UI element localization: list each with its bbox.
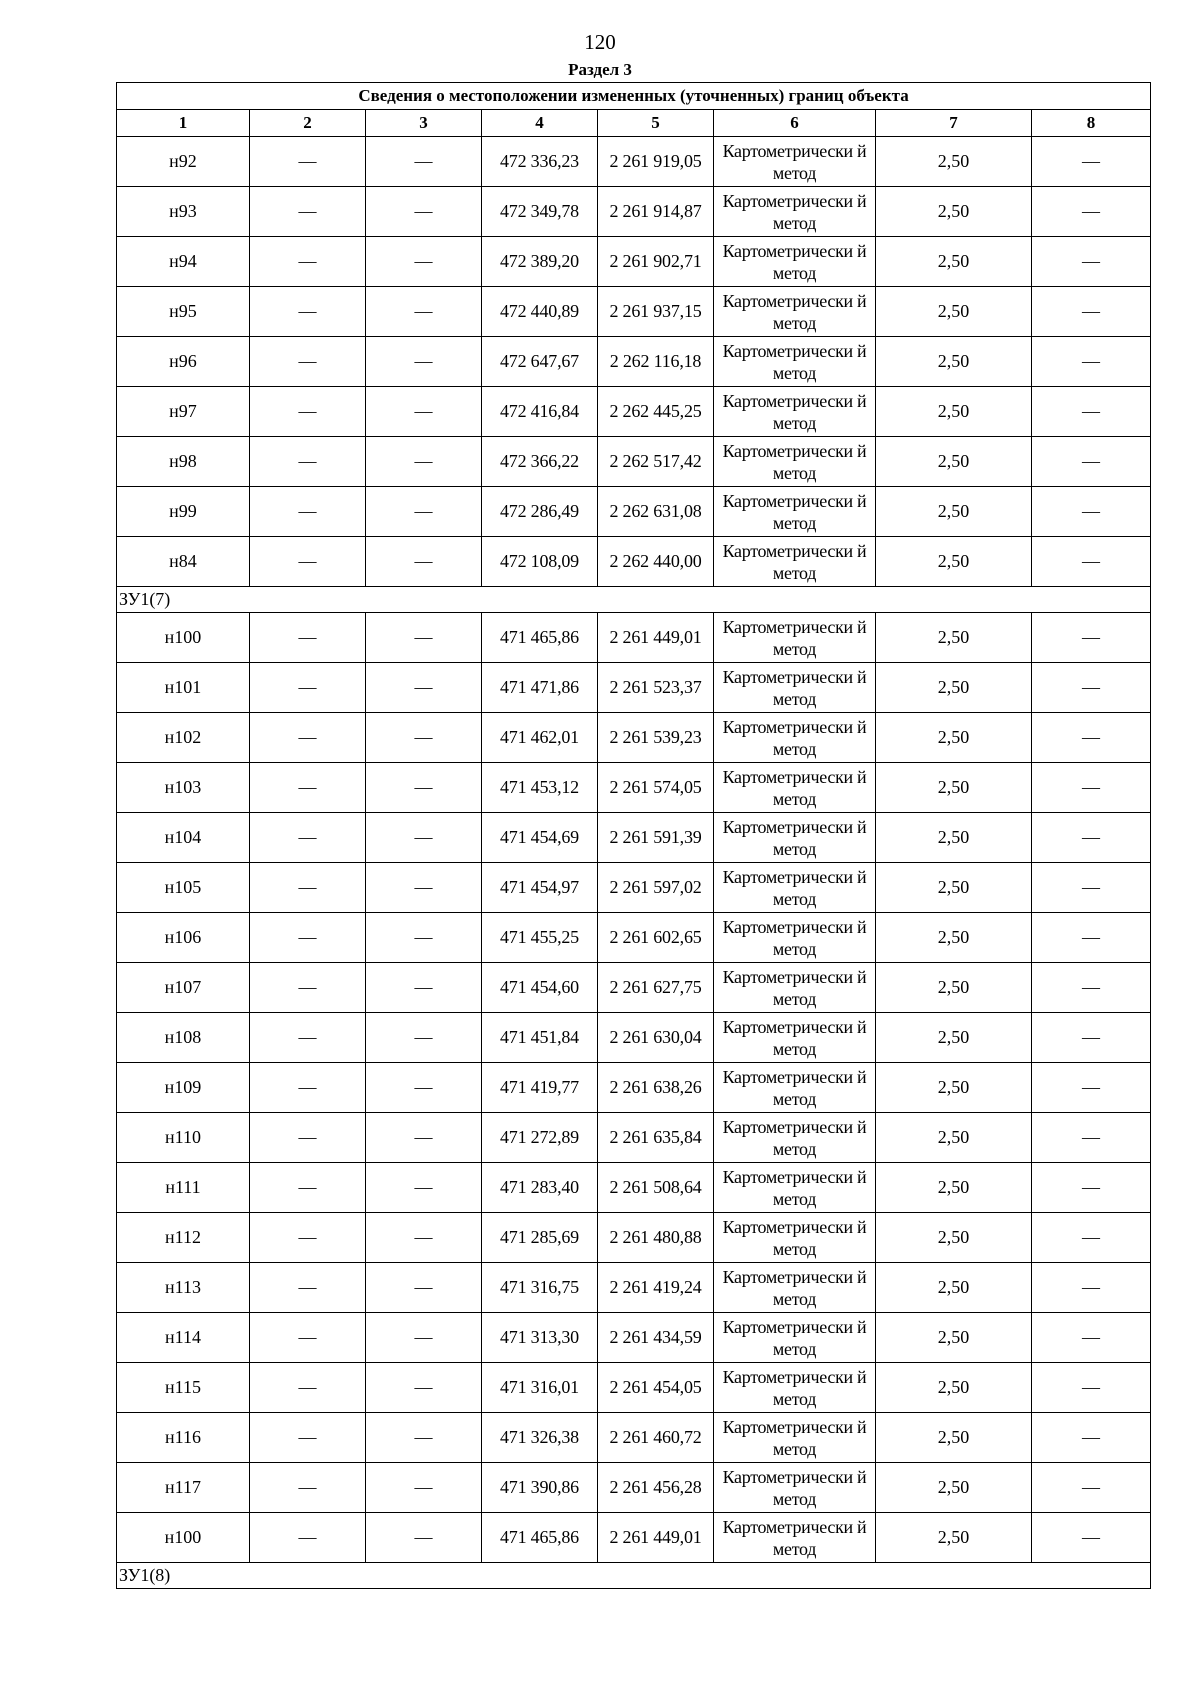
accuracy-cell: 2,50 [876, 963, 1032, 1013]
empty-dash-cell: — [366, 187, 482, 237]
y-coordinate-cell: 2 261 523,37 [598, 663, 714, 713]
empty-dash-cell: — [250, 287, 366, 337]
empty-dash-cell: — [366, 487, 482, 537]
empty-dash-cell: — [250, 1313, 366, 1363]
method-cell: Картометрически й метод [714, 1263, 876, 1313]
empty-dash-cell: — [366, 537, 482, 587]
accuracy-cell: 2,50 [876, 1463, 1032, 1513]
method-cell: Картометрически й метод [714, 863, 876, 913]
x-coordinate-cell: 471 283,40 [482, 1163, 598, 1213]
point-id-cell: н93 [117, 187, 250, 237]
empty-dash-cell: — [1032, 1163, 1151, 1213]
point-id-cell: н95 [117, 287, 250, 337]
empty-dash-cell: — [250, 537, 366, 587]
point-id-cell: н103 [117, 763, 250, 813]
table-row [117, 863, 1151, 913]
method-cell: Картометрически й метод [714, 237, 876, 287]
empty-dash-cell: — [1032, 137, 1151, 187]
y-coordinate-cell: 2 261 591,39 [598, 813, 714, 863]
table-row [117, 813, 1151, 863]
empty-dash-cell: — [1032, 337, 1151, 387]
y-coordinate-cell: 2 261 539,23 [598, 713, 714, 763]
accuracy-cell: 2,50 [876, 187, 1032, 237]
column-number-row [117, 110, 1151, 137]
group-label-row [117, 1563, 1151, 1589]
x-coordinate-cell: 471 316,01 [482, 1363, 598, 1413]
empty-dash-cell: — [1032, 187, 1151, 237]
point-id-cell: н115 [117, 1363, 250, 1413]
table-row [117, 1013, 1151, 1063]
y-coordinate-cell: 2 262 631,08 [598, 487, 714, 537]
method-cell: Картометрически й метод [714, 287, 876, 337]
x-coordinate-cell: 471 326,38 [482, 1413, 598, 1463]
method-cell: Картометрически й метод [714, 1113, 876, 1163]
method-cell: Картометрически й метод [714, 1013, 876, 1063]
empty-dash-cell: — [250, 187, 366, 237]
y-coordinate-cell: 2 261 627,75 [598, 963, 714, 1013]
y-coordinate-cell: 2 261 574,05 [598, 763, 714, 813]
x-coordinate-cell: 471 465,86 [482, 1513, 598, 1563]
point-id-cell: н94 [117, 237, 250, 287]
empty-dash-cell: — [366, 1063, 482, 1113]
table-row [117, 187, 1151, 237]
x-coordinate-cell: 471 465,86 [482, 613, 598, 663]
empty-dash-cell: — [366, 1363, 482, 1413]
accuracy-cell: 2,50 [876, 537, 1032, 587]
y-coordinate-cell: 2 261 449,01 [598, 613, 714, 663]
section-title: Раздел 3 [568, 60, 632, 79]
point-id-cell: н97 [117, 387, 250, 437]
y-coordinate-cell: 2 261 638,26 [598, 1063, 714, 1113]
empty-dash-cell: — [366, 613, 482, 663]
method-cell: Картометрически й метод [714, 1513, 876, 1563]
table-row [117, 1313, 1151, 1363]
table-row [117, 1263, 1151, 1313]
table-title-row [117, 83, 1151, 110]
accuracy-cell: 2,50 [876, 1163, 1032, 1213]
table-row [117, 1463, 1151, 1513]
empty-dash-cell: — [250, 1513, 366, 1563]
y-coordinate-cell: 2 262 440,00 [598, 537, 714, 587]
empty-dash-cell: — [366, 387, 482, 437]
table-row [117, 1163, 1151, 1213]
point-id-cell: н96 [117, 337, 250, 387]
y-coordinate-cell: 2 261 914,87 [598, 187, 714, 237]
table-row [117, 137, 1151, 187]
table-row [117, 1363, 1151, 1413]
empty-dash-cell: — [1032, 613, 1151, 663]
y-coordinate-cell: 2 262 445,25 [598, 387, 714, 437]
empty-dash-cell: — [366, 763, 482, 813]
method-cell: Картометрически й метод [714, 913, 876, 963]
empty-dash-cell: — [1032, 1313, 1151, 1363]
empty-dash-cell: — [250, 137, 366, 187]
accuracy-cell: 2,50 [876, 813, 1032, 863]
method-cell: Картометрически й метод [714, 387, 876, 437]
x-coordinate-cell: 471 462,01 [482, 713, 598, 763]
group-label: ЗУ1(8) [117, 1563, 1151, 1589]
empty-dash-cell: — [1032, 763, 1151, 813]
empty-dash-cell: — [250, 1413, 366, 1463]
empty-dash-cell: — [1032, 1213, 1151, 1263]
x-coordinate-cell: 472 389,20 [482, 237, 598, 287]
x-coordinate-cell: 471 451,84 [482, 1013, 598, 1063]
point-id-cell: н101 [117, 663, 250, 713]
x-coordinate-cell: 471 455,25 [482, 913, 598, 963]
empty-dash-cell: — [1032, 1263, 1151, 1313]
x-coordinate-cell: 471 419,77 [482, 1063, 598, 1113]
y-coordinate-cell: 2 262 116,18 [598, 337, 714, 387]
point-id-cell: н106 [117, 913, 250, 963]
accuracy-cell: 2,50 [876, 337, 1032, 387]
point-id-cell: н99 [117, 487, 250, 537]
empty-dash-cell: — [366, 663, 482, 713]
column-number: 1 [117, 110, 250, 137]
point-id-cell: н113 [117, 1263, 250, 1313]
empty-dash-cell: — [366, 813, 482, 863]
x-coordinate-cell: 471 454,60 [482, 963, 598, 1013]
point-id-cell: н107 [117, 963, 250, 1013]
column-number: 3 [366, 110, 482, 137]
method-cell: Картометрически й метод [714, 1163, 876, 1213]
empty-dash-cell: — [1032, 387, 1151, 437]
table-row [117, 437, 1151, 487]
accuracy-cell: 2,50 [876, 913, 1032, 963]
page-number: 120 [584, 30, 616, 54]
method-cell: Картометрически й метод [714, 1063, 876, 1113]
method-cell: Картометрически й метод [714, 137, 876, 187]
y-coordinate-cell: 2 262 517,42 [598, 437, 714, 487]
method-cell: Картометрически й метод [714, 963, 876, 1013]
y-coordinate-cell: 2 261 460,72 [598, 1413, 714, 1463]
x-coordinate-cell: 472 366,22 [482, 437, 598, 487]
column-number: 4 [482, 110, 598, 137]
point-id-cell: н92 [117, 137, 250, 187]
empty-dash-cell: — [250, 813, 366, 863]
point-id-cell: н110 [117, 1113, 250, 1163]
point-id-cell: н102 [117, 713, 250, 763]
point-id-cell: н111 [117, 1163, 250, 1213]
empty-dash-cell: — [366, 287, 482, 337]
empty-dash-cell: — [250, 713, 366, 763]
empty-dash-cell: — [1032, 537, 1151, 587]
point-id-cell: н112 [117, 1213, 250, 1263]
accuracy-cell: 2,50 [876, 613, 1032, 663]
x-coordinate-cell: 471 454,69 [482, 813, 598, 863]
accuracy-cell: 2,50 [876, 1413, 1032, 1463]
x-coordinate-cell: 472 108,09 [482, 537, 598, 587]
group-label: ЗУ1(7) [117, 587, 1151, 613]
empty-dash-cell: — [1032, 1513, 1151, 1563]
column-number: 5 [598, 110, 714, 137]
y-coordinate-cell: 2 261 937,15 [598, 287, 714, 337]
method-cell: Картометрически й метод [714, 763, 876, 813]
empty-dash-cell: — [250, 337, 366, 387]
empty-dash-cell: — [366, 1263, 482, 1313]
accuracy-cell: 2,50 [876, 387, 1032, 437]
empty-dash-cell: — [366, 437, 482, 487]
point-id-cell: н104 [117, 813, 250, 863]
empty-dash-cell: — [366, 1313, 482, 1363]
y-coordinate-cell: 2 261 434,59 [598, 1313, 714, 1363]
accuracy-cell: 2,50 [876, 137, 1032, 187]
method-cell: Картометрически й метод [714, 613, 876, 663]
empty-dash-cell: — [250, 763, 366, 813]
accuracy-cell: 2,50 [876, 1063, 1032, 1113]
empty-dash-cell: — [250, 1013, 366, 1063]
accuracy-cell: 2,50 [876, 1013, 1032, 1063]
point-id-cell: н100 [117, 1513, 250, 1563]
empty-dash-cell: — [366, 337, 482, 387]
empty-dash-cell: — [1032, 1063, 1151, 1113]
x-coordinate-cell: 471 471,86 [482, 663, 598, 713]
method-cell: Картометрически й метод [714, 487, 876, 537]
empty-dash-cell: — [1032, 1113, 1151, 1163]
table-body [117, 83, 1151, 1589]
empty-dash-cell: — [1032, 287, 1151, 337]
boundary-coordinates-table [116, 82, 1151, 1589]
x-coordinate-cell: 471 453,12 [482, 763, 598, 813]
table-row [117, 663, 1151, 713]
accuracy-cell: 2,50 [876, 1363, 1032, 1413]
table-row [117, 713, 1151, 763]
table-row [117, 537, 1151, 587]
table-row [117, 387, 1151, 437]
empty-dash-cell: — [366, 1463, 482, 1513]
empty-dash-cell: — [1032, 1363, 1151, 1413]
empty-dash-cell: — [250, 663, 366, 713]
empty-dash-cell: — [366, 713, 482, 763]
empty-dash-cell: — [1032, 1413, 1151, 1463]
accuracy-cell: 2,50 [876, 237, 1032, 287]
empty-dash-cell: — [1032, 913, 1151, 963]
method-cell: Картометрически й метод [714, 1363, 876, 1413]
empty-dash-cell: — [1032, 813, 1151, 863]
column-number: 2 [250, 110, 366, 137]
method-cell: Картометрически й метод [714, 1313, 876, 1363]
accuracy-cell: 2,50 [876, 487, 1032, 537]
method-cell: Картометрически й метод [714, 537, 876, 587]
empty-dash-cell: — [250, 1063, 366, 1113]
accuracy-cell: 2,50 [876, 663, 1032, 713]
empty-dash-cell: — [250, 1113, 366, 1163]
y-coordinate-cell: 2 261 635,84 [598, 1113, 714, 1163]
method-cell: Картометрически й метод [714, 187, 876, 237]
empty-dash-cell: — [366, 1413, 482, 1463]
point-id-cell: н108 [117, 1013, 250, 1063]
accuracy-cell: 2,50 [876, 1263, 1032, 1313]
empty-dash-cell: — [366, 913, 482, 963]
x-coordinate-cell: 472 440,89 [482, 287, 598, 337]
x-coordinate-cell: 472 647,67 [482, 337, 598, 387]
table-row [117, 613, 1151, 663]
x-coordinate-cell: 472 336,23 [482, 137, 598, 187]
empty-dash-cell: — [250, 1363, 366, 1413]
table-row [117, 1413, 1151, 1463]
point-id-cell: н98 [117, 437, 250, 487]
empty-dash-cell: — [366, 1513, 482, 1563]
y-coordinate-cell: 2 261 508,64 [598, 1163, 714, 1213]
method-cell: Картометрически й метод [714, 663, 876, 713]
empty-dash-cell: — [250, 1463, 366, 1513]
empty-dash-cell: — [1032, 963, 1151, 1013]
empty-dash-cell: — [1032, 437, 1151, 487]
table-row [117, 287, 1151, 337]
table-row [117, 963, 1151, 1013]
empty-dash-cell: — [250, 487, 366, 537]
y-coordinate-cell: 2 261 454,05 [598, 1363, 714, 1413]
group-label-row [117, 587, 1151, 613]
empty-dash-cell: — [1032, 487, 1151, 537]
table-row [117, 1213, 1151, 1263]
x-coordinate-cell: 472 349,78 [482, 187, 598, 237]
accuracy-cell: 2,50 [876, 763, 1032, 813]
empty-dash-cell: — [366, 863, 482, 913]
method-cell: Картометрически й метод [714, 1413, 876, 1463]
point-id-cell: н114 [117, 1313, 250, 1363]
y-coordinate-cell: 2 261 597,02 [598, 863, 714, 913]
point-id-cell: н117 [117, 1463, 250, 1513]
empty-dash-cell: — [250, 613, 366, 663]
empty-dash-cell: — [250, 437, 366, 487]
empty-dash-cell: — [366, 1213, 482, 1263]
accuracy-cell: 2,50 [876, 1513, 1032, 1563]
method-cell: Картометрически й метод [714, 1213, 876, 1263]
x-coordinate-cell: 471 313,30 [482, 1313, 598, 1363]
y-coordinate-cell: 2 261 419,24 [598, 1263, 714, 1313]
table-row [117, 763, 1151, 813]
empty-dash-cell: — [366, 1013, 482, 1063]
x-coordinate-cell: 471 285,69 [482, 1213, 598, 1263]
x-coordinate-cell: 471 272,89 [482, 1113, 598, 1163]
x-coordinate-cell: 471 316,75 [482, 1263, 598, 1313]
accuracy-cell: 2,50 [876, 287, 1032, 337]
accuracy-cell: 2,50 [876, 713, 1032, 763]
column-number: 8 [1032, 110, 1151, 137]
accuracy-cell: 2,50 [876, 1313, 1032, 1363]
point-id-cell: н84 [117, 537, 250, 587]
empty-dash-cell: — [1032, 237, 1151, 287]
column-number: 7 [876, 110, 1032, 137]
empty-dash-cell: — [366, 1163, 482, 1213]
x-coordinate-cell: 472 416,84 [482, 387, 598, 437]
empty-dash-cell: — [366, 137, 482, 187]
empty-dash-cell: — [250, 387, 366, 437]
column-number: 6 [714, 110, 876, 137]
method-cell: Картометрически й метод [714, 1463, 876, 1513]
point-id-cell: н109 [117, 1063, 250, 1113]
y-coordinate-cell: 2 261 449,01 [598, 1513, 714, 1563]
method-cell: Картометрически й метод [714, 813, 876, 863]
table-row [117, 337, 1151, 387]
empty-dash-cell: — [366, 237, 482, 287]
y-coordinate-cell: 2 261 630,04 [598, 1013, 714, 1063]
empty-dash-cell: — [250, 1163, 366, 1213]
empty-dash-cell: — [250, 863, 366, 913]
x-coordinate-cell: 471 390,86 [482, 1463, 598, 1513]
y-coordinate-cell: 2 261 602,65 [598, 913, 714, 963]
empty-dash-cell: — [1032, 1463, 1151, 1513]
y-coordinate-cell: 2 261 456,28 [598, 1463, 714, 1513]
accuracy-cell: 2,50 [876, 1113, 1032, 1163]
empty-dash-cell: — [366, 1113, 482, 1163]
empty-dash-cell: — [250, 963, 366, 1013]
method-cell: Картометрически й метод [714, 337, 876, 387]
method-cell: Картометрически й метод [714, 437, 876, 487]
x-coordinate-cell: 472 286,49 [482, 487, 598, 537]
accuracy-cell: 2,50 [876, 863, 1032, 913]
table-title: Сведения о местоположении измененных (уточненных) границ объекта [117, 83, 1151, 110]
point-id-cell: н105 [117, 863, 250, 913]
x-coordinate-cell: 471 454,97 [482, 863, 598, 913]
accuracy-cell: 2,50 [876, 437, 1032, 487]
accuracy-cell: 2,50 [876, 1213, 1032, 1263]
empty-dash-cell: — [1032, 663, 1151, 713]
table-row [117, 237, 1151, 287]
table-row [117, 1063, 1151, 1113]
empty-dash-cell: — [1032, 1013, 1151, 1063]
point-id-cell: н100 [117, 613, 250, 663]
empty-dash-cell: — [1032, 863, 1151, 913]
table-row [117, 1113, 1151, 1163]
empty-dash-cell: — [250, 1213, 366, 1263]
empty-dash-cell: — [1032, 713, 1151, 763]
y-coordinate-cell: 2 261 480,88 [598, 1213, 714, 1263]
empty-dash-cell: — [250, 913, 366, 963]
point-id-cell: н116 [117, 1413, 250, 1463]
table-row [117, 1513, 1151, 1563]
y-coordinate-cell: 2 261 919,05 [598, 137, 714, 187]
y-coordinate-cell: 2 261 902,71 [598, 237, 714, 287]
empty-dash-cell: — [366, 963, 482, 1013]
empty-dash-cell: — [250, 237, 366, 287]
table-row [117, 487, 1151, 537]
empty-dash-cell: — [250, 1263, 366, 1313]
method-cell: Картометрически й метод [714, 713, 876, 763]
table-row [117, 913, 1151, 963]
